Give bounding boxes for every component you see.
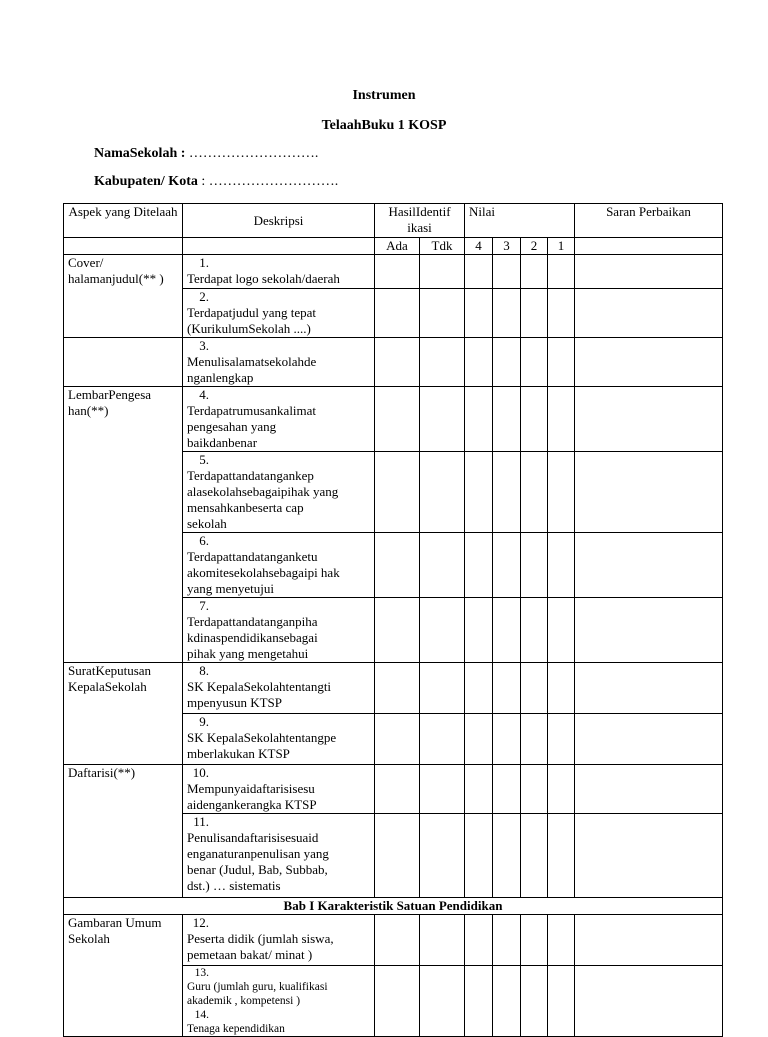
aspect-gambaran-umum: Gambaran Umum Sekolah bbox=[64, 915, 183, 1037]
header-hasil: HasilIdentif ikasi bbox=[375, 204, 465, 238]
header-nilai-2: 2 bbox=[521, 238, 548, 255]
table-row: 11.Penulisandaftarisisesuaid enganaturanpenulisan yang benar (Judul, Bab, Subbab, dst.) … sistematis bbox=[183, 814, 375, 898]
empty-cell bbox=[183, 238, 375, 255]
city-field bbox=[94, 174, 338, 190]
school-name-field bbox=[94, 146, 318, 162]
aspect-cover: Cover/ halamanjudul(** ) bbox=[64, 255, 183, 338]
empty-cell bbox=[64, 338, 183, 387]
table-row: 3.Menulisalamatsekolahde nganlengkap bbox=[183, 338, 375, 387]
table-row: 8.SK KepalaSekolahtentangti mpenyusun KTSP bbox=[183, 663, 375, 714]
empty-cell bbox=[575, 238, 723, 255]
header-deskripsi: Deskripsi bbox=[183, 204, 375, 238]
document-title: Instrumen bbox=[352, 88, 416, 103]
school-name-blank: ………………………. bbox=[188, 146, 319, 161]
aspect-lembar-pengesahan: LembarPengesa han(**) bbox=[64, 387, 183, 663]
table-row: 13.Guru (jumlah guru, kualifikasi akademik , kompetensi ) 14.Tenaga kependidikan bbox=[183, 966, 375, 1037]
aspect-surat-keputusan: SuratKeputusan KepalaSekolah bbox=[64, 663, 183, 765]
city-blank: : ………………………. bbox=[201, 174, 339, 189]
empty-cell bbox=[64, 238, 183, 255]
header-nilai-1: 1 bbox=[548, 238, 575, 255]
table-row: 9.SK KepalaSekolahtentangpe mberlakukan KTSP bbox=[183, 714, 375, 765]
city-label: Kabupaten/ Kota bbox=[94, 174, 198, 189]
section-heading-bab1: Bab I Karakteristik Satuan Pendidikan bbox=[64, 898, 723, 915]
review-table bbox=[63, 203, 723, 1037]
header-nilai-4: 4 bbox=[465, 238, 493, 255]
header-tdk: Tdk bbox=[420, 238, 465, 255]
aspect-daftar-isi: Daftarisi(**) bbox=[64, 765, 183, 898]
header-aspek: Aspek yang Ditelaah bbox=[64, 204, 183, 238]
table-row: 1.Terdapat logo sekolah/daerah bbox=[183, 255, 375, 289]
table-row: 2.Terdapatjudul yang tepat (KurikulumSekolah ....) bbox=[183, 289, 375, 338]
school-name-label: NamaSekolah : bbox=[94, 146, 186, 161]
table-row: 6.Terdapattandatanganketu akomitesekolahsebagaipi hak yang menyetujui bbox=[183, 533, 375, 598]
header-nilai: Nilai bbox=[465, 204, 575, 238]
header-saran: Saran Perbaikan bbox=[575, 204, 723, 238]
table-row: 5.Terdapattandatangankep alasekolahsebagaipihak yang mensahkanbeserta cap sekolah bbox=[183, 452, 375, 533]
table-row: 12.Peserta didik (jumlah siswa, pemetaan bakat/ minat ) bbox=[183, 915, 375, 966]
header-nilai-3: 3 bbox=[493, 238, 521, 255]
table-row: 4.Terdapatrumusankalimat pengesahan yang baikdanbenar bbox=[183, 387, 375, 452]
table-row: 10.Mempunyaidaftarisisesu aidengankerangka KTSP bbox=[183, 765, 375, 814]
table-row: 7.Terdapattandatanganpiha kdinaspendidikansebagai pihak yang mengetahui bbox=[183, 598, 375, 663]
header-ada: Ada bbox=[375, 238, 420, 255]
document-subtitle: TelaahBuku 1 KOSP bbox=[321, 118, 447, 133]
